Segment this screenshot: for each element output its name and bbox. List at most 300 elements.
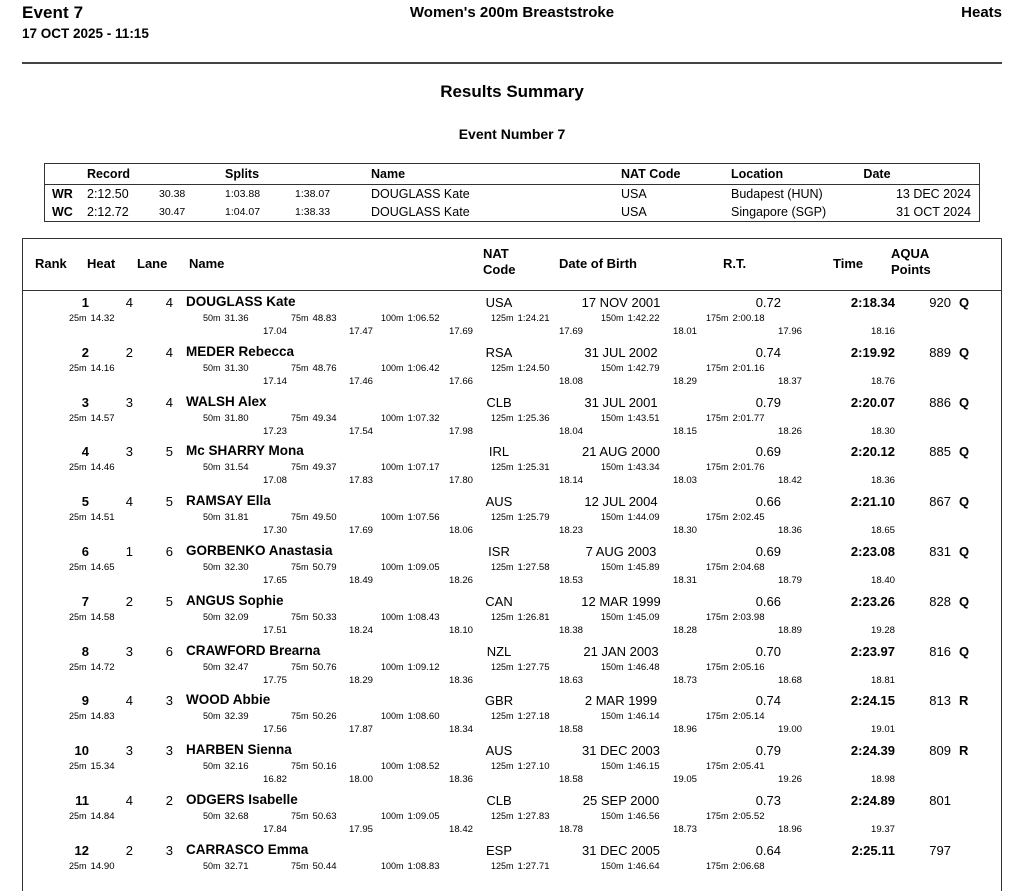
split-lap-delta: 19.37 [870,823,895,835]
split-distance-label: 175m [706,362,729,373]
split-lap-delta: 17.23 [262,425,287,437]
split-cumulative [203,313,249,324]
split-cumulative [381,413,440,424]
swimmer-name: RAMSAY Ella [186,493,271,509]
record-holder-name: DOUGLASS Kate [371,205,470,219]
records-row [45,185,979,204]
split-lap-delta: 17.69 [448,326,473,337]
swimmer-heat: 3 [125,743,133,759]
split-lap-delta: 18.29 [672,375,697,387]
split-distance-label: 75m [291,761,309,772]
records-col-date: Date [863,164,979,185]
swimmer-lane: 6 [165,643,173,659]
split-lap-delta: 18.34 [448,724,473,736]
split-cumulative [291,413,337,424]
split-cumulative [491,861,550,872]
swimmer-name: MEDER Rebecca [186,343,295,359]
swimmer-aqua-points: 797 [929,842,951,858]
split-cumulative [203,811,249,822]
split-distance-label: 150m [601,711,624,722]
split-lap-delta: 18.36 [870,475,895,487]
swimmer-nat-code: AUS [485,494,513,510]
swimmer-dob: 12 MAR 1999 [581,593,661,609]
swimmer-heat: 4 [125,693,133,709]
swimmer-lane: 4 [165,344,173,360]
split-time-value: 50.79 [312,561,337,573]
split-time-value: 31.81 [224,512,249,524]
split-lap-delta: 19.05 [672,774,697,786]
swimmer-aqua-points: 813 [929,693,951,709]
swimmer-reaction-time: 0.66 [755,593,781,609]
split-time-value: 2:01.16 [732,362,765,374]
split-lap-delta: 18.14 [558,475,583,487]
record-split-3: 1:38.07 [295,188,331,200]
split-distance-label: 175m [706,561,729,572]
split-distance-label: 100m [381,462,404,473]
swimmer-heat: 2 [125,842,133,858]
split-distance-label: 50m [203,362,221,373]
swimmer-reaction-time: 0.72 [755,295,781,310]
swimmer-dob: 21 AUG 2000 [581,444,661,460]
split-cumulative [203,462,249,473]
table-row [23,592,1001,642]
split-time-value: 31.80 [224,412,249,424]
split-distance-label: 25m [69,512,87,523]
records-col-name: Name [371,164,621,185]
records-col-location: Location [731,164,863,185]
split-cumulative [291,861,337,872]
split-lap-delta: 18.16 [870,326,895,337]
split-distance-label: 25m [69,711,87,722]
swimmer-rank: 8 [81,643,89,659]
swimmer-rank: 7 [81,593,89,609]
split-time-value: 1:06.52 [407,313,440,324]
split-time-value: 1:43.34 [627,462,660,474]
swimmer-dob: 2 MAR 1999 [584,693,658,709]
swimmer-dob: 31 JUL 2001 [584,394,658,410]
split-distance-label: 50m [203,761,221,772]
split-distance-label: 150m [601,661,624,672]
split-time-value: 1:27.58 [517,561,550,573]
split-time-value: 2:04.68 [732,561,765,573]
swimmer-reaction-time: 0.79 [755,394,781,410]
swimmer-dob: 31 DEC 2005 [581,842,661,858]
split-cumulative [69,612,115,623]
split-cumulative [601,512,660,523]
split-lap-delta: 18.76 [870,375,895,387]
results-body [23,291,1001,891]
swimmer-reaction-time: 0.66 [755,494,781,510]
swimmer-nat-code: CAN [485,593,513,609]
split-cumulative [69,512,115,523]
split-time-value: 48.76 [312,362,337,374]
results-col-rt: R.T. [723,256,747,271]
split-time-value: 1:27.18 [517,711,550,723]
split-cumulative [706,313,765,324]
swimmer-lane: 4 [165,295,173,310]
split-time-value: 1:27.10 [517,761,550,773]
split-cumulative [381,662,440,673]
swimmer-nat-code: GBR [484,693,514,709]
split-time-value: 1:25.31 [517,462,550,474]
split-cumulative [291,462,337,473]
record-split-2: 1:03.88 [225,188,261,200]
split-lap-delta: 18.65 [870,525,895,537]
split-time-value: 50.26 [312,711,337,723]
split-cumulative [381,562,440,573]
split-lap-delta: 18.73 [672,674,697,686]
split-cumulative [491,562,550,573]
split-lap-delta: 19.01 [870,724,895,736]
record-location: Singapore (SGP) [731,205,827,219]
swimmer-aqua-points: 801 [929,792,951,808]
swimmer-name: Mc SHARRY Mona [186,443,304,459]
results-col-dob: Date of Birth [559,256,637,271]
split-time-value: 31.30 [224,362,249,374]
event-datetime: 17 OCT 2025 - 11:15 [22,26,149,41]
split-cumulative [601,711,660,722]
split-time-value: 49.34 [312,412,337,424]
qualification-badge: Q [959,643,970,659]
split-distance-label: 175m [706,313,729,323]
split-distance-label: 175m [706,810,729,821]
split-lap-delta: 18.63 [558,674,583,686]
swimmer-reaction-time: 0.64 [755,842,781,858]
records-table [44,163,980,222]
split-distance-label: 75m [291,362,309,373]
swimmer-nat-code: ESP [485,842,512,858]
records-col-tag [45,164,87,185]
split-cumulative [381,861,440,872]
split-time-value: 1:42.79 [627,362,660,374]
split-lap-delta: 18.00 [348,774,373,786]
table-row [23,293,1001,343]
swimmer-reaction-time: 0.74 [755,344,781,360]
record-holder-name: DOUGLASS Kate [371,187,470,201]
swimmer-nat-code: CLB [486,792,512,808]
split-lap-delta: 18.58 [558,724,583,736]
split-time-value: 1:26.81 [517,611,550,623]
split-lap-delta: 18.96 [777,823,802,835]
swimmer-final-time: 2:20.12 [850,444,895,460]
swimmer-dob: 31 JUL 2002 [584,344,658,360]
split-cumulative [291,562,337,573]
split-cumulative [291,662,337,673]
split-cumulative [706,462,765,473]
split-cumulative [601,662,660,673]
swimmer-lane: 5 [165,593,173,609]
split-cumulative [491,811,550,822]
split-time-value: 14.58 [90,611,115,623]
split-cumulative [69,662,115,673]
header-divider [22,62,1002,64]
swimmer-aqua-points: 816 [929,643,951,659]
split-time-value: 14.32 [90,313,115,324]
qualification-badge: R [959,743,969,759]
swimmer-lane: 4 [165,394,173,410]
record-nat-code: USA [621,187,647,201]
split-lap-delta: 18.42 [777,475,802,487]
split-distance-label: 50m [203,860,221,871]
results-col-nat-code [483,246,516,278]
split-lap-delta: 18.03 [672,475,697,487]
swimmer-final-time: 2:23.08 [850,543,895,559]
split-lap-delta: 18.38 [558,624,583,636]
split-lap-delta: 17.84 [262,823,287,835]
split-cumulative [381,711,440,722]
split-lap-delta: 18.30 [870,425,895,437]
split-time-value: 14.46 [90,462,115,474]
table-row [23,741,1001,791]
round-label: Heats [961,4,1002,21]
split-distance-label: 100m [381,313,404,323]
swimmer-aqua-points: 885 [929,444,951,460]
records-col-nat: NAT Code [621,164,731,185]
swimmer-name: GORBENKO Anastasia [186,542,333,558]
split-time-value: 14.90 [90,860,115,872]
split-time-value: 2:01.77 [732,412,765,424]
split-distance-label: 150m [601,860,624,871]
split-distance-label: 50m [203,412,221,423]
split-distance-label: 150m [601,462,624,473]
split-cumulative [491,662,550,673]
split-distance-label: 100m [381,362,404,373]
split-cumulative [203,413,249,424]
swimmer-rank: 11 [75,792,89,808]
swimmer-final-time: 2:23.26 [850,593,895,609]
split-lap-delta: 18.26 [777,425,802,437]
split-distance-label: 125m [491,711,514,722]
split-lap-delta: 17.47 [348,326,373,337]
results-col-nat-line1: NAT [483,246,509,261]
split-distance-label: 25m [69,561,87,572]
split-distance-label: 125m [491,611,514,622]
split-distance-label: 50m [203,313,221,323]
swimmer-reaction-time: 0.70 [755,643,781,659]
split-cumulative [69,413,115,424]
split-distance-label: 125m [491,512,514,523]
split-lap-delta: 18.15 [672,425,697,437]
swimmer-dob: 17 NOV 2001 [581,295,661,310]
swimmer-rank: 12 [74,842,89,858]
split-cumulative [381,512,440,523]
split-distance-label: 25m [69,611,87,622]
split-time-value: 1:43.51 [627,412,660,424]
records-col-splits-label: Splits [225,164,295,185]
split-distance-label: 50m [203,661,221,672]
swimmer-name: WALSH Alex [186,393,267,409]
record-time: 2:12.72 [87,205,129,219]
record-nat-code: USA [621,205,647,219]
split-time-value: 1:24.21 [517,313,550,324]
split-cumulative [601,612,660,623]
record-tag: WC [52,205,73,219]
results-col-name: Name [189,256,225,271]
split-lap-delta: 18.04 [558,425,583,437]
split-time-value: 32.47 [224,661,249,673]
swimmer-lane: 5 [165,494,173,510]
split-distance-label: 25m [69,860,87,871]
swimmer-nat-code: IRL [488,444,510,460]
split-lap-delta: 17.98 [448,425,473,437]
split-lap-delta: 18.89 [777,624,802,636]
event-label: Event 7 [22,3,84,22]
split-distance-label: 50m [203,512,221,523]
split-time-value: 2:02.45 [732,512,765,524]
split-time-value: 2:05.14 [732,711,765,723]
swimmer-nat-code: ISR [488,543,510,559]
split-distance-label: 100m [381,711,404,722]
split-cumulative [69,462,115,473]
split-cumulative [203,662,249,673]
split-distance-label: 25m [69,313,87,323]
split-time-value: 50.76 [312,661,337,673]
table-row [23,442,1001,492]
split-lap-delta: 17.65 [262,574,287,586]
split-distance-label: 125m [491,412,514,423]
swimmer-lane: 3 [165,693,173,709]
split-cumulative [291,512,337,523]
split-distance-label: 125m [491,661,514,672]
split-cumulative [291,363,337,374]
split-cumulative [601,313,660,324]
split-lap-delta: 17.87 [348,724,373,736]
split-distance-label: 100m [381,412,404,423]
split-distance-label: 75m [291,412,309,423]
split-distance-label: 125m [491,810,514,821]
record-split-2: 1:04.07 [225,206,261,218]
split-time-value: 1:07.32 [407,412,440,424]
split-distance-label: 75m [291,561,309,572]
swimmer-rank: 4 [81,444,89,460]
split-distance-label: 175m [706,761,729,772]
split-time-value: 1:07.56 [407,512,440,524]
split-lap-delta: 18.23 [558,525,583,537]
split-time-value: 48.83 [312,313,337,324]
swimmer-aqua-points: 809 [929,743,951,759]
swimmer-lane: 3 [165,743,173,759]
split-cumulative [706,811,765,822]
split-lap-delta: 17.75 [262,674,287,686]
record-tag: WR [52,187,73,201]
swimmer-reaction-time: 0.69 [755,444,781,460]
event-number-subtitle: Event Number 7 [458,126,566,142]
split-time-value: 14.84 [90,810,115,822]
results-col-aqua-line2: Points [891,262,931,277]
swimmer-aqua-points: 867 [929,494,951,510]
split-time-value: 1:25.79 [517,512,550,524]
split-distance-label: 75m [291,860,309,871]
swimmer-final-time: 2:23.97 [850,643,895,659]
split-distance-label: 175m [706,512,729,523]
swimmer-rank: 10 [74,743,89,759]
split-distance-label: 125m [491,561,514,572]
split-cumulative [291,313,337,324]
split-distance-label: 175m [706,711,729,722]
swimmer-heat: 1 [125,543,133,559]
table-row [23,642,1001,692]
split-time-value: 1:27.71 [517,860,550,872]
split-lap-delta: 18.01 [672,326,697,337]
split-time-value: 1:09.05 [407,810,440,822]
split-distance-label: 75m [291,711,309,722]
split-cumulative [491,462,550,473]
swimmer-nat-code: NZL [486,643,512,659]
split-distance-label: 125m [491,362,514,373]
split-distance-label: 50m [203,611,221,622]
swimmer-dob: 12 JUL 2004 [584,494,658,510]
split-cumulative [381,462,440,473]
record-split-3: 1:38.33 [295,206,331,218]
results-header-row [23,239,1001,291]
swimmer-heat: 3 [125,394,133,410]
split-lap-delta: 17.95 [348,823,373,835]
swimmer-final-time: 2:19.92 [850,344,895,360]
qualification-badge: Q [959,344,970,360]
table-row [23,691,1001,741]
split-distance-label: 150m [601,561,624,572]
split-cumulative [706,711,765,722]
table-row [23,542,1001,592]
split-time-value: 50.44 [312,860,337,872]
split-time-value: 14.51 [90,512,115,524]
split-lap-delta: 18.78 [558,823,583,835]
split-time-value: 14.16 [90,362,115,374]
record-date: 13 DEC 2024 [895,187,971,201]
split-lap-delta: 18.53 [558,574,583,586]
split-time-value: 2:03.98 [732,611,765,623]
split-cumulative [706,413,765,424]
table-row [23,343,1001,393]
split-lap-delta: 18.98 [870,774,895,786]
table-row [23,841,1001,891]
swimmer-final-time: 2:18.34 [850,295,895,310]
split-lap-delta: 18.49 [348,574,373,586]
split-time-value: 1:46.14 [627,711,660,723]
results-col-aqua-line1: AQUA [891,246,930,261]
split-distance-label: 100m [381,561,404,572]
split-cumulative [69,711,115,722]
results-col-time: Time [833,256,864,271]
split-distance-label: 150m [601,611,624,622]
page-title: Results Summary [440,82,584,101]
split-time-value: 1:46.56 [627,810,660,822]
split-lap-delta: 19.00 [777,724,802,736]
split-lap-delta: 18.81 [870,674,895,686]
split-cumulative [601,811,660,822]
swimmer-nat-code: USA [485,295,513,310]
split-lap-delta: 17.66 [448,375,473,387]
split-lap-delta: 17.80 [448,475,473,487]
results-col-rank: Rank [35,256,67,271]
split-time-value: 50.33 [312,611,337,623]
split-lap-delta: 17.56 [262,724,287,736]
split-lap-delta: 18.96 [672,724,697,736]
split-lap-delta: 18.30 [672,525,697,537]
results-col-aqua-points [891,246,931,278]
split-time-value: 2:05.52 [732,810,765,822]
split-time-value: 1:42.22 [627,313,660,324]
swimmer-heat: 2 [125,593,133,609]
split-lap-delta: 17.30 [262,525,287,537]
split-distance-label: 50m [203,810,221,821]
split-distance-label: 75m [291,512,309,523]
split-distance-label: 125m [491,462,514,473]
record-location: Budapest (HUN) [731,187,823,201]
split-cumulative [69,363,115,374]
swimmer-final-time: 2:21.10 [850,494,895,510]
swimmer-heat: 4 [125,494,133,510]
